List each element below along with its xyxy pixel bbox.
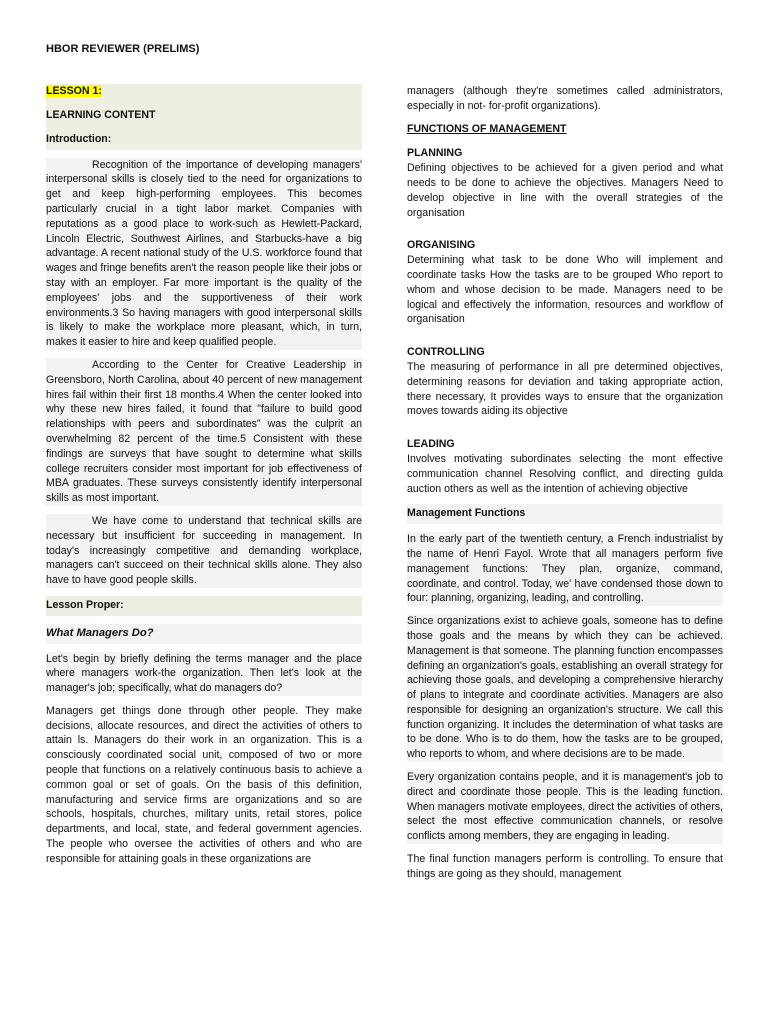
functions-heading: FUNCTIONS OF MANAGEMENT — [407, 122, 567, 135]
management-functions-paragraph-2: Since organizations exist to achieve goals, someone has to define those goals and the means by which they can be achieved. Management is that someone. The planning function encompasses defining an organization's goals, establishing an overall strategy for achieving those goals, and developing a comprehensive hierarchy of plans to integrate and coordinate activities. Managers are also responsible for designing an organization's structure. We call this function organizing. It includes the determination of what tasks are to be done. Who is to do them, how the tasks are to be grouped, who reports to whom, and where decisions are to be made. — [407, 615, 723, 761]
management-functions-paragraph-4: The final function managers perform is controlling. To ensure that things are going as they should, management — [407, 853, 723, 880]
lesson-proper-heading: Lesson Proper: — [46, 596, 362, 616]
planning-text: Defining objectives to be achieved for a given period and what needs to be done to achieve the objectives. Managers Need to develop objective in line with the overall strategies of the organisation — [407, 162, 723, 219]
leading-text: Involves motivating subordinates selecting the mont effective communication channel Resolving conflict, and directing gulda auction others as well as the intention of achieving objective — [407, 452, 723, 495]
what-managers-paragraph-1: Let's begin by briefly defining the terms manager and the place where managers work-the organization. Then let's look at the manager's job; specifically, what do managers do? — [46, 652, 362, 695]
introduction-heading: Introduction: — [46, 132, 112, 145]
intro-paragraph-1: Recognition of the importance of developing managers' interpersonal skills is closely tied to the need for organizations to get and keep high-performing employees. This becomes particularly crucial in a tight labor market. Companies with reputations as a good place to work-such as Hewlett-Packard, Lincoln Electric, Southwest Airlines, and Starbucks-have a big advantage. A recent national study of the U.S. workforce found that wages and fringe benefits aren't the reason people like their jobs or stay with an employer. Far more important is the quality of the employees' jobs and the supportiveness of their work environments.3 So having managers with good interpersonal skills is likely to make the workplace more pleasant, which, in turn, makes it easier to hire and keep qualified people. — [46, 158, 362, 349]
planning-heading: PLANNING — [407, 147, 463, 160]
left-column — [46, 84, 362, 875]
learning-content-heading: LEARNING CONTENT — [46, 109, 156, 121]
leading-heading: LEADING — [407, 438, 455, 451]
document-title: HBOR REVIEWER (PRELIMS) — [46, 43, 200, 55]
lesson-header — [46, 84, 362, 150]
controlling-text: The measuring of performance in all pre determined objectives, determining reasons for deviation and taking appropriate action, there necessary, It provides ways to ensure that the organization moves towards aiding its objective — [407, 360, 723, 418]
organising-text: Determining what task to be done Who will implement and coordinate tasks How the tasks are to be grouped Who report to whom and whose decision to be made. Managers need to be logical and effectively the information, resources and workflow of organisation — [407, 254, 723, 326]
what-managers-paragraph-2: Managers get things done through other people. They make decisions, allocate resources, and direct the activities of others to attain ls. Managers do their work in an organization. This is a consciously coordinated social unit, composed of two or more people that functions on a relatively continuous basis to achieve a common goal or set of goals. On the basis of this definition, manufacturing and service firms are organizations and so are schools, hospitals, churches, military units, retail stores, police departments, and local, state, and federal government agencies. The people who oversee the activities of others and who are responsible for attaining goals in these organizations are — [46, 704, 362, 865]
management-functions-paragraph-1: In the early part of the twentieth century, a French industrialist by the name of Henri Fayol. Wrote that all managers perform five management functions: They plan, organize, command, coordinate, and control. Today, we' have condensed those down to four: planning, organizing, leading, and controlling. — [407, 533, 723, 605]
right-column — [407, 84, 723, 890]
continued-paragraph: managers (although they're sometimes called administrators, especially in not- for-profit organizations). — [407, 85, 723, 112]
controlling-heading: CONTROLLING — [407, 346, 485, 359]
management-functions-paragraph-3: Every organization contains people, and it is management's job to direct and coordinate those people. This is the leading function. When managers motivate employees, direct the activities of others, select the most effective communication channels, or resolve conflicts among members, they are engaging in leading. — [407, 771, 723, 843]
what-managers-do-heading: What Managers Do? — [46, 624, 362, 644]
lesson-label: LESSON 1: — [46, 85, 102, 97]
intro-paragraph-3: We have come to understand that technical skills are necessary but insufficient for succeeding in management. In today's increasingly competitive and demanding workplace, managers can't succeed on their technical skills alone. They also have to have good people skills. — [46, 514, 362, 587]
organising-heading: ORGANISING — [407, 239, 476, 252]
management-functions-heading: Management Functions — [407, 504, 723, 524]
intro-paragraph-2: According to the Center for Creative Leadership in Greensboro, North Carolina, about 40 percent of new management hires fail within their first 18 months.4 When the center looked into why these new hires failed, it found that "failure to build good relationships with peers and subordinates" was the culprit an overwhelming 82 percent of the time.5 Consistent with these findings are surveys that have sought to determine what skills college recruiters consider most important for job effectiveness of MBA graduates. These surveys consistently identify interpersonal skills as most important. — [46, 358, 362, 505]
